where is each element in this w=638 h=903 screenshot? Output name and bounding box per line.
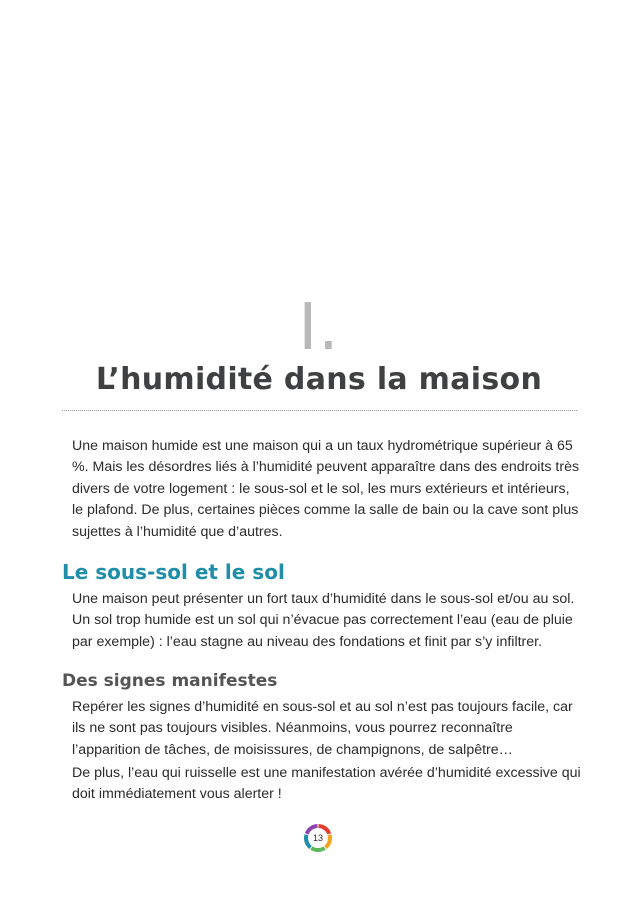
- page-number: 13: [312, 833, 323, 843]
- section-paragraph: Une maison peut présenter un fort taux d’humidité dans le sous-sol et/ou au sol. Un sol trop humide est un sol qui n’évacue pas correctement l’eau (eau de pluie par exemple) : l’eau stagne au niveau des fondations et finit par s’y infiltrer.: [72, 591, 575, 650]
- dotted-divider: [62, 410, 577, 411]
- subsection-paragraph-2: De plus, l’eau qui ruisselle est une manifestation avérée d’humidité excessive qui doit immédiatement vous alerter !: [72, 765, 581, 803]
- subsection-heading: Des signes manifestes: [62, 671, 278, 691]
- chapter-title: L’humidité dans la maison: [95, 362, 543, 397]
- section-heading: Le sous-sol et le sol: [62, 560, 285, 584]
- chapter-number: I.: [298, 291, 340, 365]
- page-badge: [303, 823, 333, 853]
- intro-paragraph: Une maison humide est une maison qui a un taux hydrométrique supérieur à 65 %. Mais les désordres liés à l’humidité peuvent apparaître dans des endroits très divers de votre logement : le sous-sol et le sol, les murs extérieurs et intérieurs, le plafond. De plus, certaines pièces comme la salle de bain ou la cave sont plus sujettes à l’humidité que d’autres.: [72, 438, 580, 540]
- subsection-paragraph-1: Repérer les signes d’humidité en sous-sol et au sol n’est pas toujours facile, car ils ne sont pas toujours visibles. Néanmoins, vous pourrez reconnaître l’apparition de tâches, de moisissures, de champignons, de salpêtre…: [72, 699, 573, 758]
